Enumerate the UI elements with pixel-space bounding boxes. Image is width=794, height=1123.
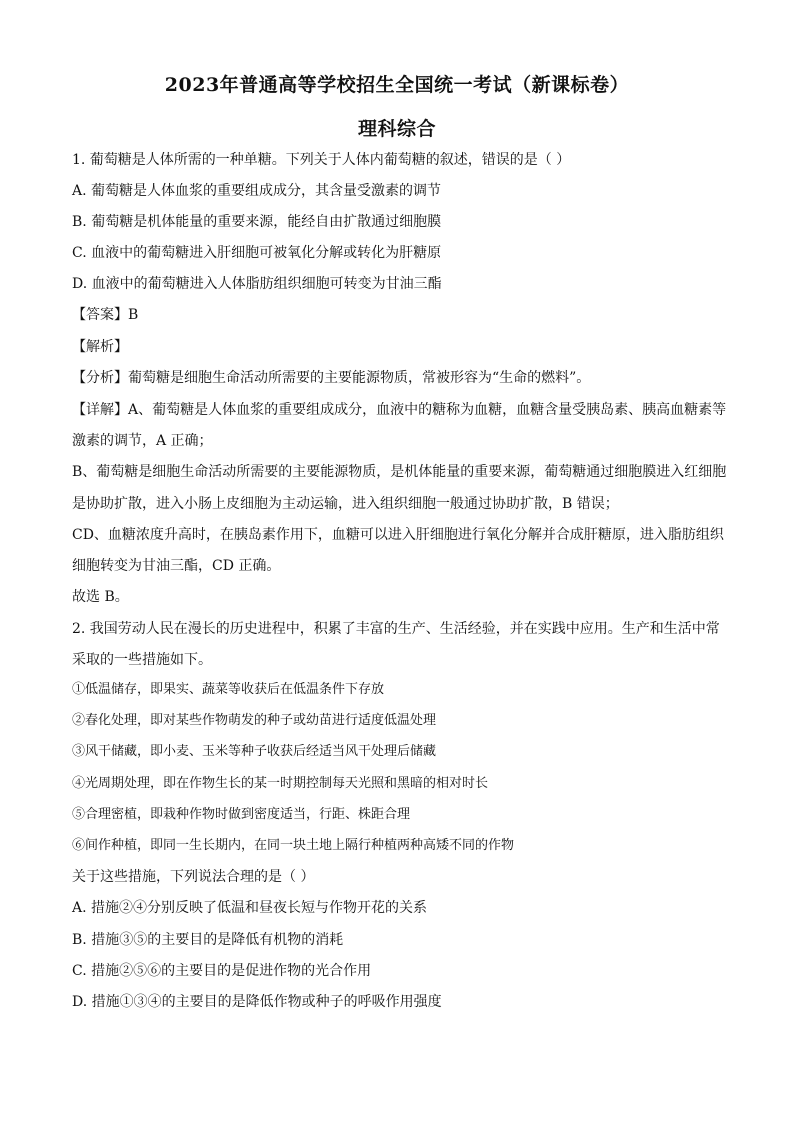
q1-detail-line: B、葡萄糖是细胞生命活动所需要的主要能源物质，是机体能量的重要来源，葡萄糖通过细胞膜进入红细胞: [72, 464, 727, 480]
q2-measure-6: ⑥间作种植，即同一生长期内，在同一块土地上隔行种植两种高矮不同的作物: [72, 838, 515, 853]
q1-detail-line: 细胞转变为甘油三酯，CD 正确。: [72, 558, 281, 574]
q2-measure-1: ①低温储存，即果实、蔬菜等收获后在低温条件下存放: [72, 682, 385, 697]
q2-option-c: C. 措施②⑤⑥的主要目的是促进作物的光合作用: [72, 963, 372, 979]
q1-option-c: C. 血液中的葡萄糖进入肝细胞可被氧化分解或转化为肝糖原: [72, 245, 442, 261]
q2-measure-2: ②春化处理，即对某些作物萌发的种子或幼苗进行适度低温处理: [72, 713, 437, 728]
q1-analysis-label: 【解析】: [72, 339, 128, 355]
q1-option-b: B. 葡萄糖是机体能量的重要来源，能经自由扩散通过细胞膜: [72, 214, 442, 230]
q1-answer: 【答案】B: [72, 307, 139, 323]
q2-option-b: B. 措施③⑤的主要目的是降低有机物的消耗: [72, 932, 344, 948]
q1-detail-line: 【详解】A、葡萄糖是人体血浆的重要组成成分，血液中的糖称为血糖，血糖含量受胰岛素、胰高血糖素等: [72, 402, 727, 418]
q2-measure-4: ④光周期处理，即在作物生长的某一时期控制每天光照和黑暗的相对时长: [72, 776, 489, 791]
page-title: 2023年普通高等学校招生全国统一考试（新课标卷）: [164, 74, 630, 96]
q1-detail-line: 是协助扩散，进入小肠上皮细胞为主动运输，进入组织细胞一般通过协助扩散，B 错误；: [72, 496, 619, 512]
q2-option-d: D. 措施①③④的主要目的是降低作物或种子的呼吸作用强度: [72, 994, 442, 1010]
page-subtitle: 理科综合: [357, 118, 436, 140]
q2-option-a: A. 措施②④分别反映了低温和昼夜长短与作物开花的关系: [72, 900, 428, 916]
q1-detail-line: 激素的调节，A 正确；: [72, 433, 213, 449]
q1-option-d: D. 血液中的葡萄糖进入人体脂肪组织细胞可转变为甘油三酯: [72, 276, 442, 292]
q1-fenxi: 【分析】葡萄糖是细胞生命活动所需要的主要能源物质，常被形容为“生命的燃料”。: [72, 370, 591, 386]
q1-conclusion: 故选 B。: [72, 589, 129, 605]
q2-stem-line: 2. 我国劳动人民在漫长的历史进程中，积累了丰富的生产、生活经验，并在实践中应用。生产和生活中常: [72, 621, 720, 637]
q2-measure-3: ③风干储藏，即小麦、玉米等种子收获后经适当风干处理后储藏: [72, 744, 437, 759]
q1-option-a: A. 葡萄糖是人体血浆的重要组成成分，其含量受激素的调节: [72, 183, 442, 199]
q2-question: 关于这些措施，下列说法合理的是（ ）: [72, 869, 315, 885]
q1-detail-line: CD、血糖浓度升高时，在胰岛素作用下，血糖可以进入肝细胞进行氧化分解并合成肝糖原，进入脂肪组织: [72, 527, 724, 543]
q2-measure-5: ⑤合理密植，即栽种作物时做到密度适当，行距、株距合理: [72, 807, 411, 822]
q1-stem: 1. 葡萄糖是人体所需的一种单糖。下列关于人体内葡萄糖的叙述，错误的是（ ）: [72, 152, 571, 168]
q2-stem-line: 采取的一些措施如下。: [72, 652, 212, 668]
